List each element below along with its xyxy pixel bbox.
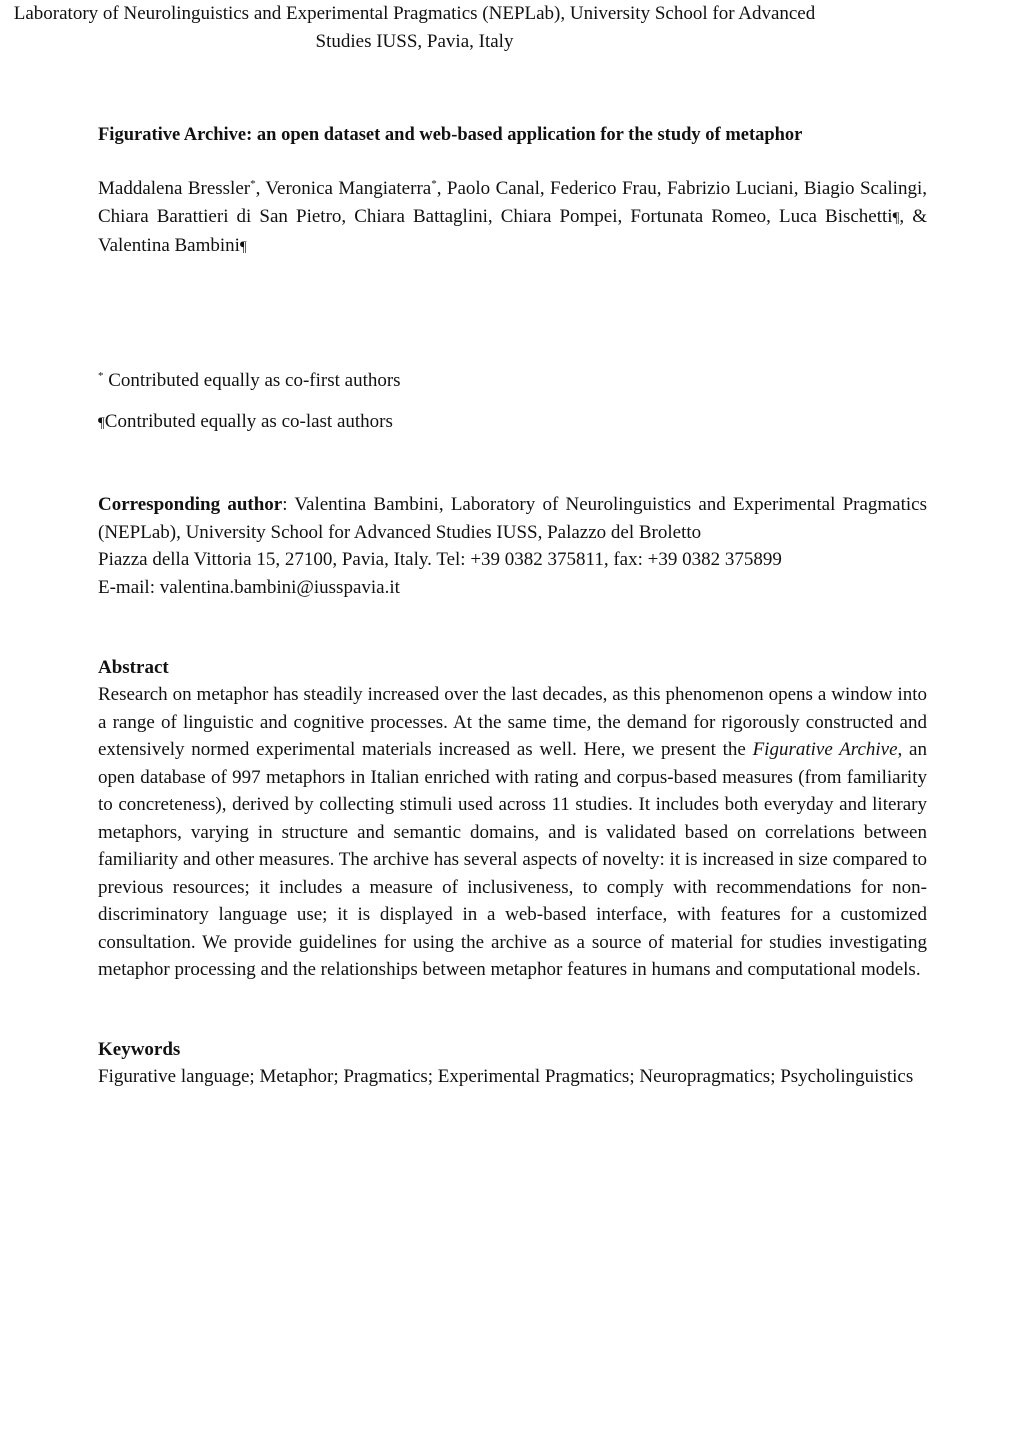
abstract-heading: Abstract	[98, 657, 169, 678]
corresponding-author-label: Corresponding author	[98, 494, 283, 515]
affiliation: Laboratory of Neurolinguistics and Experimental Pragmatics (NEPLab), University School for Advanced Studies IUSS, Pavia, Italy	[13, 3, 816, 52]
corresponding-author-line1: : Valentina Bambini, Laboratory of Neurolinguistics and Experimental Pragmatics (NEPLab), University School for Advanced Studies IUSS, Palazzo del Broletto	[98, 494, 927, 543]
co-last-mark: ¶	[892, 209, 900, 226]
abstract-body	[98, 681, 927, 984]
co-last-mark: ¶	[239, 239, 247, 255]
author-name: Veronica Mangiaterra	[265, 178, 432, 199]
co-first-mark: *	[250, 178, 256, 190]
paper-title: Figurative Archive: an open dataset and web-based application for the study of metaphor	[98, 125, 803, 145]
co-last-note-text: Contributed equally as co-last authors	[104, 411, 393, 432]
author-name: Maddalena Bressler	[98, 178, 251, 199]
author-name: Valentina Bambini	[98, 235, 240, 256]
author-names-rest: , Paolo Canal, Federico Frau, Fabrizio Luciani, Biagio Scalingi, Chiara Barattieri di San Pietro, Chiara Battaglini, Chiara Pompei, Fortunata Romeo, Luca Bischetti	[98, 178, 927, 227]
co-last-mark: ¶	[98, 415, 105, 431]
corresponding-author-email: E-mail: valentina.bambini@iusspavia.it	[98, 576, 400, 598]
co-first-mark: *	[431, 178, 437, 190]
co-first-note-text: Contributed equally as co-first authors	[103, 370, 401, 391]
author-separator: , &	[899, 205, 927, 227]
abstract-text: Research on metaphor has steadily increased over the last decades, as this phenomenon opens a window into a range of linguistic and cognitive processes. At the same time, the demand for rigorously constructed and extensively normed experimental materials increased as well. Here, we present the	[98, 684, 927, 760]
corresponding-author-address	[98, 491, 927, 546]
keywords-list: Figurative language; Metaphor; Pragmatics; Experimental Pragmatics; Neuropragmatics; Psycholinguistics	[98, 1066, 914, 1087]
abstract-italic-term: Figurative Archive	[752, 739, 898, 760]
abstract-text: , an open database of 997 metaphors in Italian enriched with rating and corpus-based measures (from familiarity to concreteness), derived by collecting stimuli used across 11 studies. It includes both everyday and literary metaphors, varying in structure and semantic domains, and is validated based on correlations between familiarity and other measures. The archive has several aspects of novelty: it is increased in size compared to previous resources; it includes a measure of inclusiveness, to comply with recommendations for non-discriminatory language use; it is displayed in a web-based interface, with features for a customized consultation. We provide guidelines for using the archive as a source of material for studies investigating metaphor processing and the relationships between metaphor features in humans and computational models.	[98, 739, 928, 980]
corresponding-author-line2: Piazza della Vittoria 15, 27100, Pavia, Italy. Tel: +39 0382 375811, fax: +39 0382 375899	[98, 549, 782, 570]
co-first-mark: *	[98, 370, 104, 382]
author-list	[98, 175, 927, 262]
keywords-heading: Keywords	[98, 1039, 181, 1060]
corresponding-author	[98, 491, 927, 601]
author-separator: ,	[255, 178, 266, 199]
co-first-note	[98, 367, 927, 395]
co-last-note	[98, 408, 927, 438]
